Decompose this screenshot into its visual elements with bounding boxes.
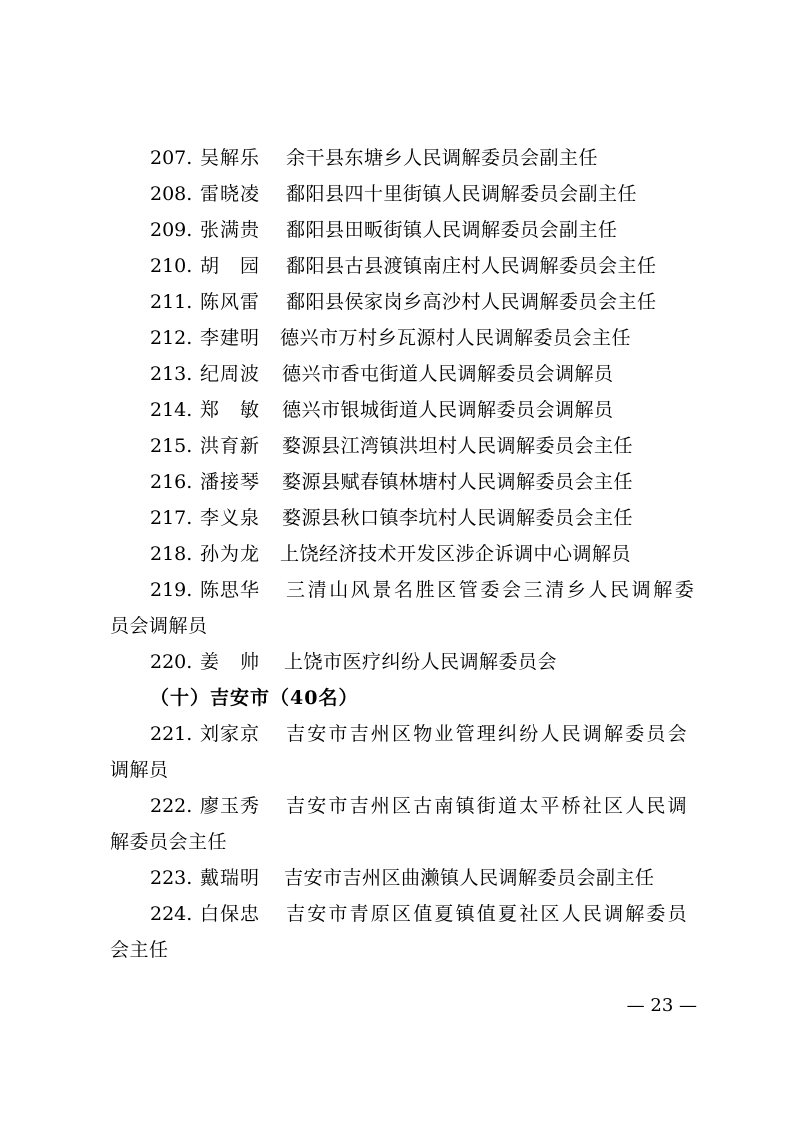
entry-name: 陈思华 [200, 579, 261, 601]
entry-number: 215. [150, 435, 193, 457]
entry-description: 鄱阳县古县渡镇南庄村人民调解委员会主任 [286, 255, 657, 277]
entry-description: 婺源县秋口镇李坑村人民调解委员会主任 [282, 507, 634, 529]
entry-description: 上饶市医疗纠纷人民调解委员会 [284, 651, 558, 673]
entry-description: 鄱阳县侯家岗乡高沙村人民调解委员会主任 [286, 291, 657, 313]
entry-number: 224. [150, 903, 193, 925]
entry-description-continued: 调解员 [110, 759, 169, 781]
entry-number: 223. [150, 867, 193, 889]
entry-name: 刘家京 [200, 723, 261, 745]
entry-description-continued: 员会调解员 [110, 615, 208, 637]
entry-number: 210. [150, 255, 193, 277]
entry-number: 207. [150, 147, 193, 169]
entry-number: 221. [150, 723, 193, 745]
entry-name: 白保忠 [200, 903, 261, 925]
entry-number: 211. [150, 291, 193, 313]
entry-description-continued: 会主任 [110, 939, 169, 961]
entry-name: 洪育新 [200, 435, 261, 457]
entry-name: 姜 帅 [200, 651, 261, 673]
entry-number: 222. [150, 795, 193, 817]
entry-description: 德兴市万村乡瓦源村人民调解委员会主任 [280, 327, 632, 349]
entry-number: 216. [150, 471, 193, 493]
entry-description: 德兴市香屯街道人民调解委员会调解员 [282, 363, 614, 385]
entry-description: 余干县东塘乡人民调解委员会副主任 [286, 147, 599, 169]
entry-name: 胡 园 [200, 255, 261, 277]
entry-name: 纪周波 [200, 363, 261, 385]
entry-number: 220. [150, 651, 193, 673]
entry-number: 218. [150, 543, 193, 565]
entry-name: 郑 敏 [200, 399, 261, 421]
entry-name: 李义泉 [200, 507, 261, 529]
entry-name: 李建明 [200, 327, 261, 349]
entry-name: 孙为龙 [200, 543, 261, 565]
entry-name: 吴解乐 [200, 147, 261, 169]
entry-description: 鄱阳县田畈街镇人民调解委员会副主任 [286, 219, 618, 241]
entry-name: 廖玉秀 [200, 795, 261, 817]
entry-description: 婺源县江湾镇洪坦村人民调解委员会主任 [282, 435, 634, 457]
entry-name: 雷晓凌 [200, 183, 261, 205]
entry-description: 德兴市银城街道人民调解委员会调解员 [282, 399, 614, 421]
entry-name: 陈风雷 [200, 291, 261, 313]
section-title: （十）吉安市（40名） [150, 687, 359, 709]
entry-name: 张满贵 [200, 219, 261, 241]
entry-number: 217. [150, 507, 193, 529]
entry-description: 婺源县赋春镇林塘村人民调解委员会主任 [282, 471, 634, 493]
entry-description: 吉安市青原区值夏镇值夏社区人民调解委员 [286, 903, 689, 925]
entry-number: 219. [150, 579, 193, 601]
page-number: — 23 — [626, 995, 697, 1016]
entry-number: 214. [150, 399, 193, 421]
entry-name: 戴瑞明 [200, 867, 261, 889]
entry-description: 三清山风景名胜区管委会三清乡人民调解委 [286, 579, 697, 601]
entry-number: 209. [150, 219, 193, 241]
entry-number: 208. [150, 183, 193, 205]
entry-description: 吉安市吉州区曲濑镇人民调解委员会副主任 [284, 867, 655, 889]
entry-description: 吉安市吉州区古南镇街道太平桥社区人民调 [286, 795, 689, 817]
entry-number: 212. [150, 327, 193, 349]
entry-number: 213. [150, 363, 193, 385]
entry-description-continued: 解委员会主任 [110, 831, 228, 853]
entry-description: 上饶经济技术开发区涉企诉调中心调解员 [280, 543, 632, 565]
entry-name: 潘接琴 [200, 471, 261, 493]
entry-description: 吉安市吉州区物业管理纠纷人民调解委员会 [286, 723, 689, 745]
entry-description: 鄱阳县四十里街镇人民调解委员会副主任 [286, 183, 638, 205]
